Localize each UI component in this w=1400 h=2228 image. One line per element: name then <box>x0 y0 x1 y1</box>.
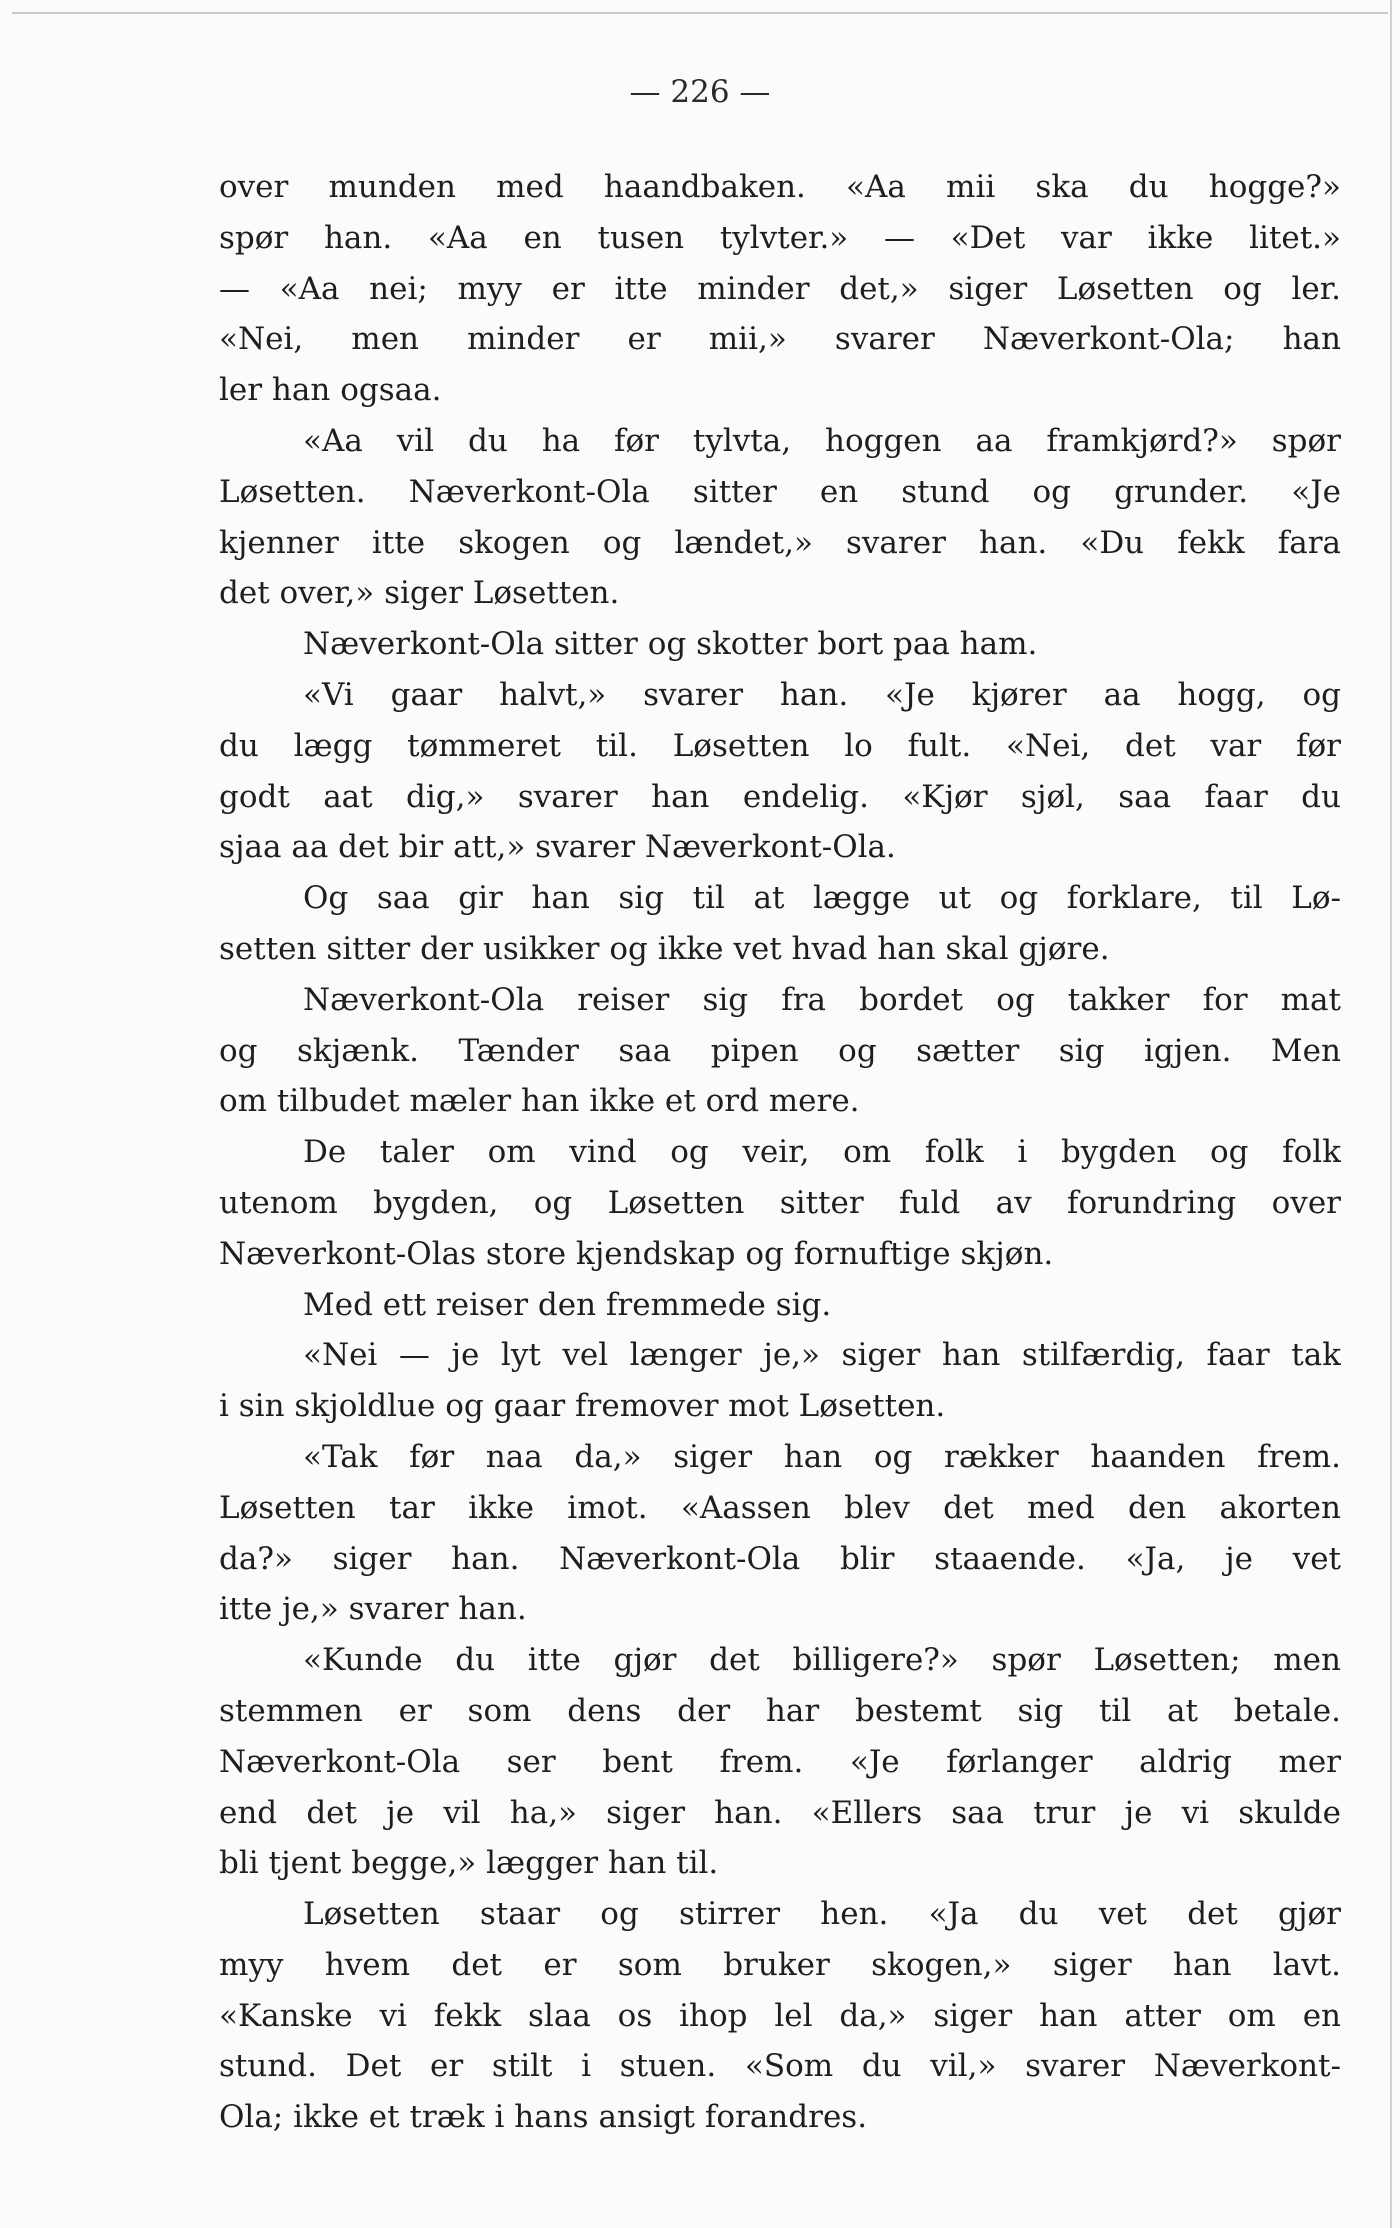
text-line: det over,» siger Løsetten. <box>219 575 620 612</box>
text-line: Løsetten tar ikke imot. «Aassen blev det med den akorten <box>219 1489 1341 1526</box>
text-line: De taler om vind og veir, om folk i bygden og folk <box>303 1134 1341 1171</box>
text-line: spør han. «Aa en tusen tylvter.» — «Det var ikke litet.» <box>219 219 1341 256</box>
text-line: «Tak før naa da,» siger han og rækker haanden frem. <box>303 1438 1341 1475</box>
text-line: «Nei — je lyt vel længer je,» siger han stilfærdig, faar tak <box>303 1337 1341 1374</box>
text-line: over munden med haandbaken. «Aa mii ska du hogge?» <box>219 169 1341 205</box>
text-line: om tilbudet mæler han ikke et ord mere. <box>219 1083 860 1120</box>
text-line: sjaa aa det bir att,» svarer Næverkont-Ola. <box>219 829 896 866</box>
text-line: du lægg tømmeret til. Løsetten lo fult. «Nei, det var før <box>219 727 1341 764</box>
text-line: «Nei, men minder er mii,» svarer Næverkont-Ola; han <box>219 321 1341 358</box>
scan-edge-right <box>1390 0 1392 2228</box>
text-line: Og saa gir han sig til at lægge ut og forklare, til Lø- <box>303 880 1341 917</box>
text-line: — «Aa nei; myy er itte minder det,» siger Løsetten og ler. <box>219 270 1341 307</box>
text-line: Med ett reiser den fremmede sig. <box>303 1286 832 1323</box>
text-line: utenom bygden, og Løsetten sitter fuld av forundring over <box>219 1184 1341 1221</box>
text-line: Løsetten staar og stirrer hen. «Ja du vet det gjør <box>303 1896 1341 1933</box>
text-line: «Kanske vi fekk slaa os ihop lel da,» siger han atter om en <box>219 1997 1341 2034</box>
text-line: «Vi gaar halvt,» svarer han. «Je kjører aa hogg, og <box>303 676 1341 713</box>
text-line: og skjænk. Tænder saa pipen og sætter sig igjen. Men <box>219 1032 1341 1069</box>
text-line: Næverkont-Ola ser bent frem. «Je førlanger aldrig mer <box>219 1743 1341 1780</box>
text-line: ler han ogsaa. <box>219 372 442 409</box>
text-line: Løsetten. Næverkont-Ola sitter en stund og grunder. «Je <box>219 473 1341 510</box>
text-line: Næverkont-Olas store kjendskap og fornuftige skjøn. <box>219 1235 1054 1272</box>
text-line: setten sitter der usikker og ikke vet hvad han skal gjøre. <box>219 930 1110 967</box>
text-line: itte je,» svarer han. <box>219 1591 527 1628</box>
text-line: stund. Det er stilt i stuen. «Som du vil,» svarer Næverkont- <box>219 2048 1341 2085</box>
text-line: myy hvem det er som bruker skogen,» siger han lavt. <box>219 1946 1341 1983</box>
text-line: Næverkont-Ola reiser sig fra bordet og takker for mat <box>303 981 1341 1018</box>
text-line: Næverkont-Ola sitter og skotter bort paa ham. <box>303 626 1038 663</box>
body-text <box>219 162 1341 2143</box>
text-line: Ola; ikke et træk i hans ansigt forandres. <box>219 2099 868 2136</box>
text-line: «Aa vil du ha før tylvta, hoggen aa framkjørd?» spør <box>303 422 1341 459</box>
text-line: stemmen er som dens der har bestemt sig til at betale. <box>219 1692 1341 1729</box>
text-line: bli tjent begge,» lægger han til. <box>219 1845 719 1882</box>
page-number: — 226 — <box>629 74 771 110</box>
text-line: godt aat dig,» svarer han endelig. «Kjør sjøl, saa faar du <box>219 778 1341 815</box>
text-line: «Kunde du itte gjør det billigere?» spør Løsetten; men <box>303 1642 1341 1679</box>
text-line: end det je vil ha,» siger han. «Ellers saa trur je vi skulde <box>219 1794 1341 1831</box>
text-line: i sin skjoldlue og gaar fremover mot Løsetten. <box>219 1388 946 1425</box>
text-line: da?» siger han. Næverkont-Ola blir staaende. «Ja, je vet <box>219 1540 1341 1577</box>
text-line: kjenner itte skogen og lændet,» svarer han. «Du fekk fara <box>219 524 1341 561</box>
scan-edge-top <box>12 12 1388 14</box>
